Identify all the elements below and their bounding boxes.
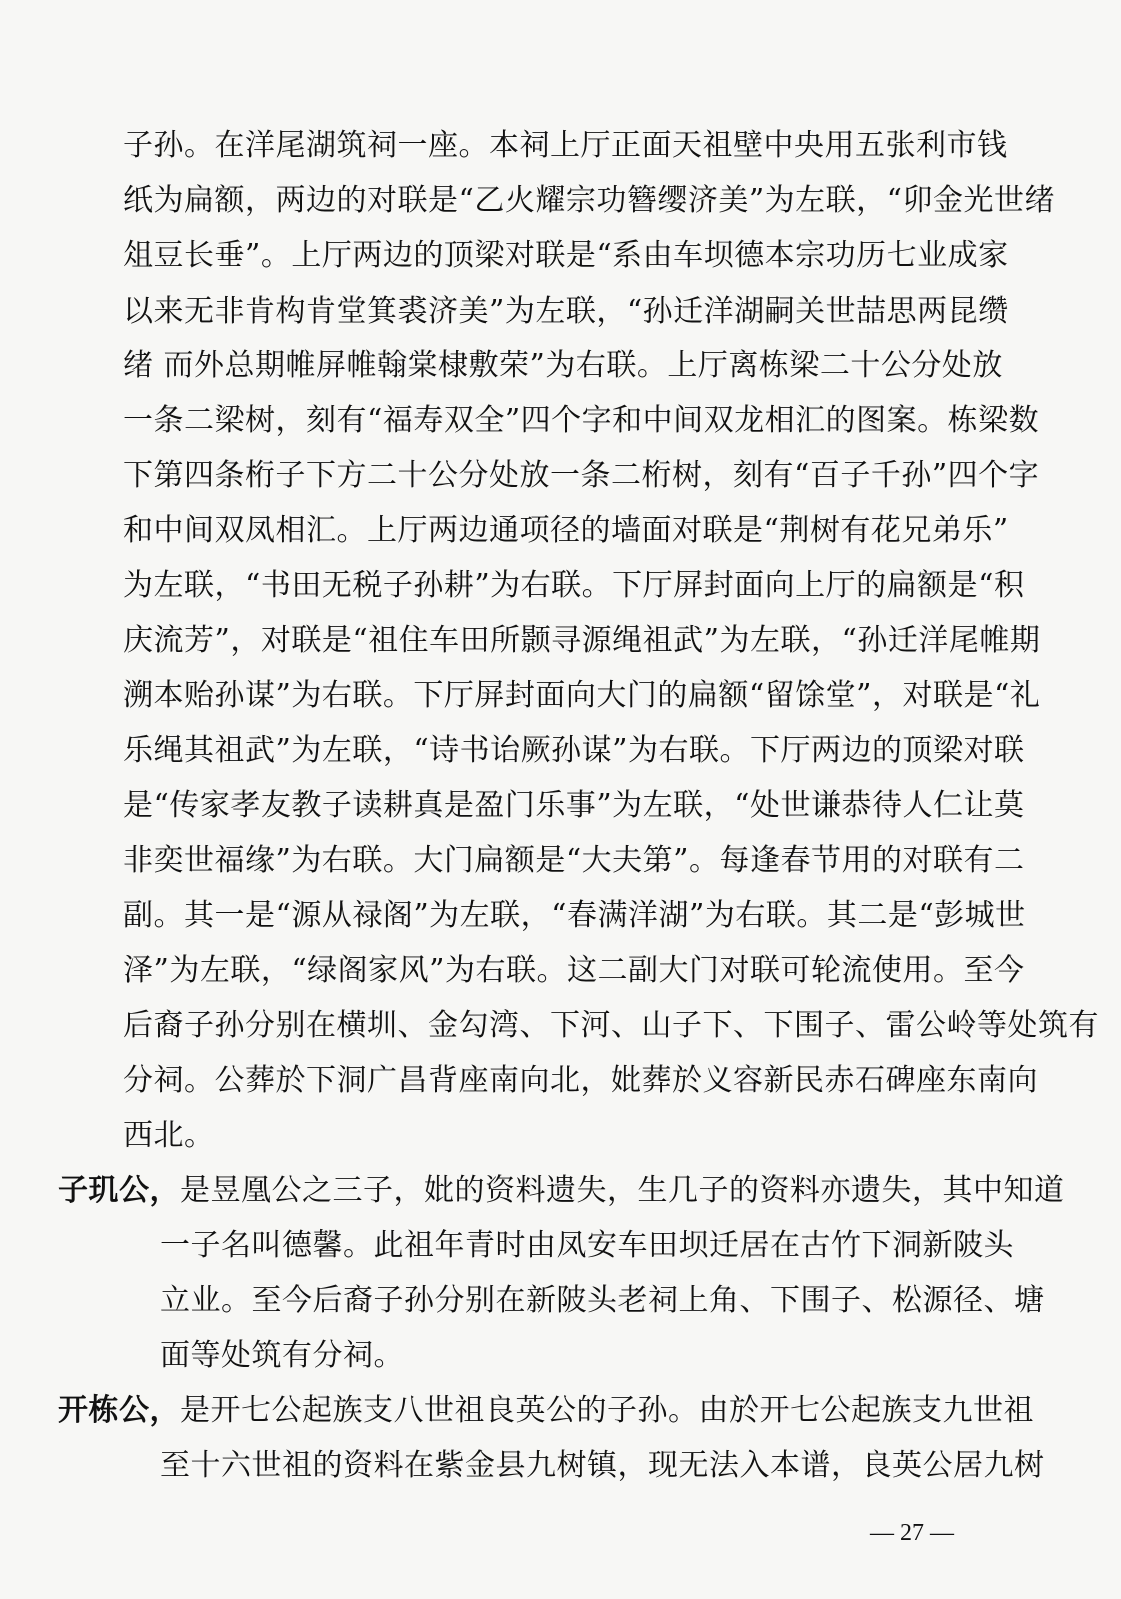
- text-line: 面等处筑有分祠。: [160, 1338, 404, 1373]
- entry-line: [58, 1391, 1034, 1431]
- text-line: 至十六世祖的资料在紫金县九树镇，现无法入本谱，良英公居九树: [160, 1448, 1045, 1483]
- text-line: 子孙。在洋尾湖筑祠一座。本祠上厅正面天祖壁中央用五张利市钱: [123, 128, 1008, 163]
- entry-heading: 开栋公，: [58, 1393, 180, 1428]
- text-line: 绪 而外总期帷屏帷翰棠棣敷荣”为右联。上厅离栋梁二十公分处放: [123, 348, 1003, 383]
- text-line: 一条二梁树，刻有“福寿双全”四个字和中间双龙相汇的图案。栋梁数: [123, 403, 1040, 438]
- entry-text: 是昱凰公之三子，妣的资料遗失，生几子的资料亦遗失，其中知道: [180, 1173, 1065, 1208]
- text-line: 纸为扁额，两边的对联是“乙火耀宗功簪缨济美”为左联，“卯金光世绪: [123, 183, 1056, 218]
- text-line: 和中间双凤相汇。上厅两边通项径的墙面对联是“荆树有花兄弟乐”: [123, 513, 1009, 548]
- text-line: 一子名叫德馨。此祖年青时由凤安车田坝迁居在古竹下洞新陂头: [160, 1228, 1014, 1263]
- entry-heading: 子玑公，: [58, 1173, 180, 1208]
- text-line: 后裔子孙分别在横圳、金勾湾、下河、山子下、下围子、雷公岭等处筑有: [123, 1008, 1099, 1043]
- text-line: 分祠。公葬於下洞广昌背座南向北，妣葬於义容新民赤石碑座东南向: [123, 1063, 1038, 1098]
- text-line: 以来无非肯构肯堂箕裘济美”为左联，“孙迁洋湖嗣关世喆思两昆缵: [123, 294, 1009, 329]
- text-line: 副。其一是“源从禄阁”为左联，“春满洋湖”为右联。其二是“彭城世: [123, 898, 1026, 933]
- entry-line: [58, 1171, 1065, 1211]
- page-number: — 27 —: [870, 1520, 954, 1546]
- text-line: 泽”为左联，“绿阁家风”为右联。这二副大门对联可轮流使用。至今: [123, 953, 1025, 988]
- text-line: 俎豆长垂”。上厅两边的顶梁对联是“系由车坝德本宗功历七业成家: [123, 238, 1009, 273]
- text-line: 庆流芳”，对联是“祖住车田所颢寻源绳祖武”为左联，“孙迁洋尾帷期: [123, 623, 1041, 658]
- text-line: 乐绳其祖武”为左联，“诗书诒厥孙谋”为右联。下厅两边的顶梁对联: [123, 733, 1025, 768]
- text-line: 为左联，“书田无税子孙耕”为右联。下厅屏封面向上厅的扁额是“积: [123, 568, 1025, 603]
- text-line: 下第四条桁子下方二十公分处放一条二桁树，刻有“百子千孙”四个字: [123, 458, 1040, 493]
- text-line: 是“传家孝友教子读耕真是盈门乐事”为左联，“处世谦恭待人仁让莫: [123, 788, 1025, 823]
- text-line: 非奕世福缘”为右联。大门扁额是“大夫第”。每逢春节用的对联有二: [123, 843, 1025, 878]
- text-line: 溯本贻孙谋”为右联。下厅屏封面向大门的扁额“留馀堂”，对联是“礼: [123, 678, 1041, 713]
- text-line: 西北。: [123, 1118, 215, 1153]
- text-line: 立业。至今后裔子孙分别在新陂头老祠上角、下围子、松源径、塘: [160, 1283, 1045, 1318]
- entry-text: 是开七公起族支八世祖良英公的子孙。由於开七公起族支九世祖: [180, 1393, 1034, 1428]
